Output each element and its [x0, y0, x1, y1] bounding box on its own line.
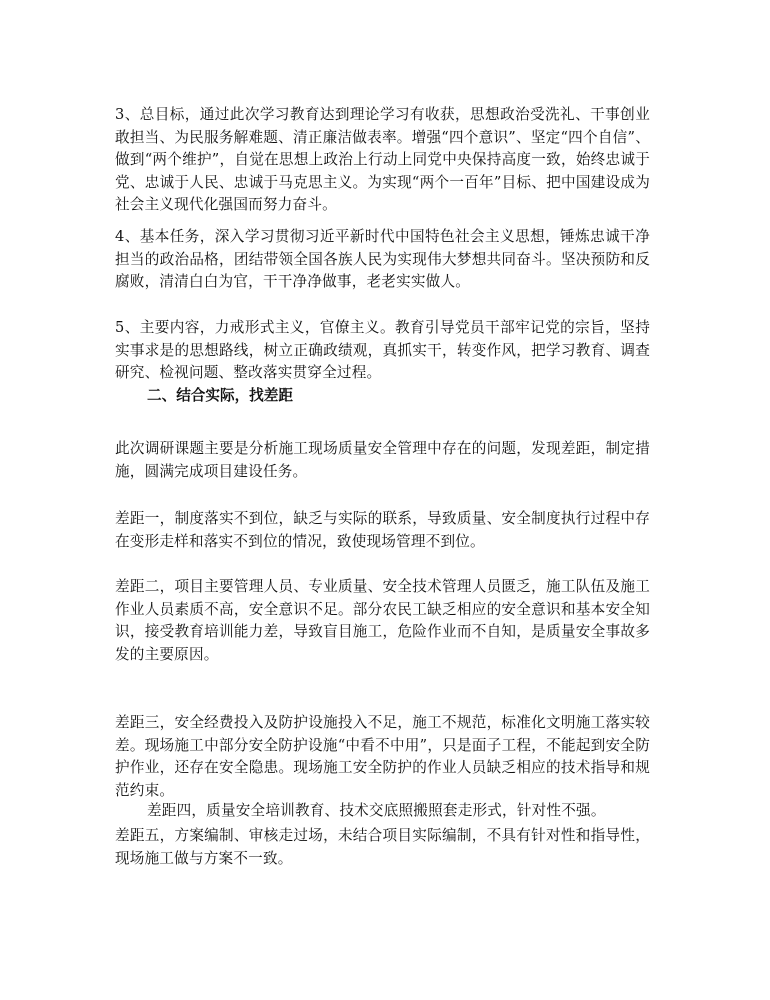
paragraph-research-topic: 此次调研课题主要是分析施工现场质量安全管理中存在的问题，发现差距，制定措施，圆满完成项目建设任务。 — [115, 440, 650, 480]
paragraph-gap-two: 差距二，项目主要管理人员、专业质量、安全技术管理人员匮乏，施工队伍及施工作业人员素质不高，安全意识不足。部分农民工缺乏相应的安全意识和基本安全知识，接受教育培训能力差，导致盲目施工，危险作业而不自知，是质量安全事故多发的主要原因。 — [115, 578, 650, 663]
paragraph-gap-one: 差距一，制度落实不到位，缺乏与实际的联系，导致质量、安全制度执行过程中存在变形走样和落实不到位的情况，致使现场管理不到位。 — [115, 510, 650, 550]
paragraph-main-content: 5、主要内容，力戒形式主义，官僚主义。教育引导党员干部牢记党的宗旨，坚持实事求是的思想路线，树立正确政绩观，真抓实干，转变作风，把学习教育、调查研究、检视问题、整改落实贯穿全过程。 — [115, 319, 650, 381]
paragraph-gap-four: 差距四，质量安全培训教育、技术交底照搬照套走形式，针对性不强。 — [147, 802, 606, 819]
paragraph-gap-three: 差距三，安全经费投入及防护设施投入不足，施工不规范，标准化文明施工落实较差。现场施工中部分安全防护设施“中看不中用”，只是面子工程，不能起到安全防护作业，还存在安全隐患。现场施工安全防护的作业人员缺乏相应的技术指导和规范约束。 — [115, 714, 650, 799]
paragraph-basic-task: 4、基本任务，深入学习贯彻习近平新时代中国特色社会主义思想，锤炼忠诚干净担当的政治品格，团结带领全国各族人民为实现伟大梦想共同奋斗。坚决预防和反腐败，清清白白为官，干干净净做事，老老实实做人。 — [115, 228, 650, 290]
paragraph-gap-five: 差距五，方案编制、审核走过场，未结合项目实际编制，不具有针对性和指导性，现场施工做与方案不一致。 — [115, 827, 650, 867]
section-heading: 二、结合实际，找差距 — [147, 387, 293, 404]
paragraph-overall-goal: 3、总目标，通过此次学习教育达到理论学习有收获，思想政治受洗礼、干事创业敢担当、为民服务解难题、清正廉洁做表率。增强“四个意识”、坚定“四个自信”、做到“两个维护”，自觉在思想上政治上行动上同党中央保持高度一致，始终忠诚于党、忠诚于人民、忠诚于马克思主义。为实现“两个一百年”目标、把中国建设成为社会主义现代化强国而努力奋斗。 — [115, 106, 650, 213]
